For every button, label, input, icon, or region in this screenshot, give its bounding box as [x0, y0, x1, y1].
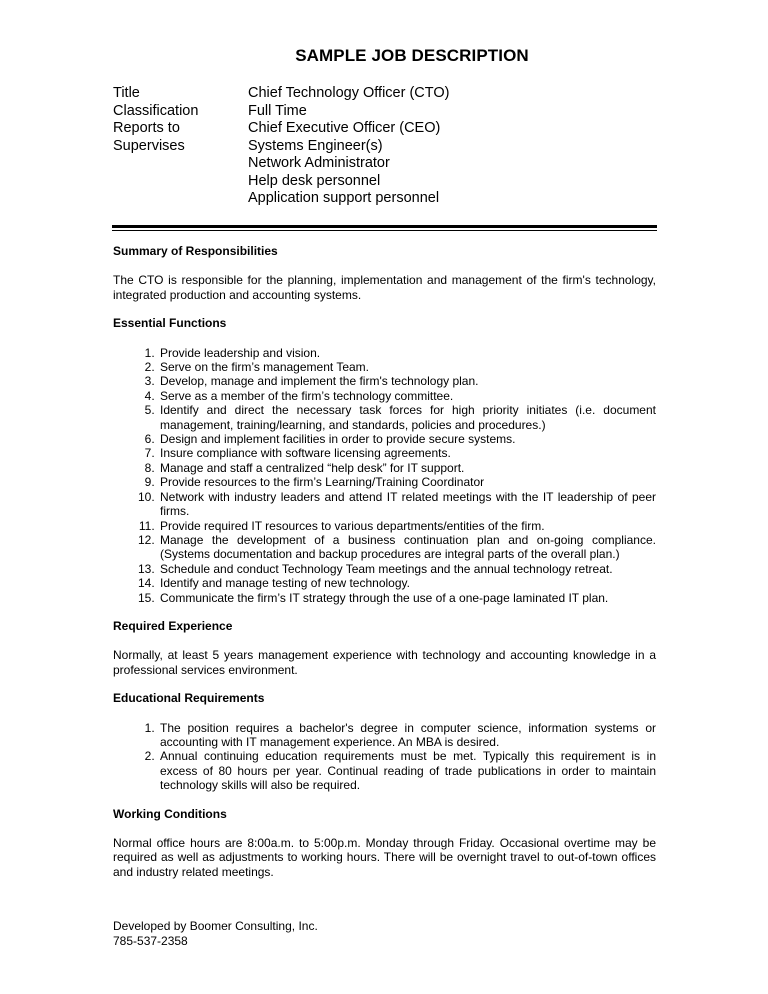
list-item: 13. Schedule and conduct Technology Team meetings and the annual technology retreat.	[158, 562, 656, 576]
list-item: 5. Identify and direct the necessary task forces for high priority initiates (i.e. document management, training/learning, and standards, policies and procedures.)	[158, 403, 656, 432]
section-heading-conditions: Working Conditions	[113, 806, 227, 821]
supervises-item: Network Administrator	[248, 155, 390, 171]
list-item: 9. Provide resources to the firm’s Learning/Training Coordinator	[158, 475, 656, 489]
meta-label: Classification	[113, 102, 199, 119]
section-heading-summary: Summary of Responsibilities	[113, 244, 278, 258]
functions-list	[113, 346, 656, 605]
list-item: 12. Manage the development of a business continuation plan and on-going compliance. (Systems documentation and backup procedures are integral parts of the overall plan.)	[158, 533, 656, 562]
meta-row-title	[113, 85, 449, 103]
list-item: 15. Communicate the firm’s IT strategy through the use of a one-page laminated IT plan.	[158, 591, 656, 605]
meta-row-supervises	[113, 138, 449, 208]
section-heading-education: Educational Requirements	[113, 691, 265, 706]
list-item: 11. Provide required IT resources to various departments/entities of the firm.	[158, 519, 656, 533]
page-title: SAMPLE JOB DESCRIPTION	[295, 46, 529, 65]
footer-company: Developed by Boomer Consulting, Inc.	[113, 919, 318, 933]
conditions-text: Normal office hours are 8:00a.m. to 5:00p.m. Monday through Friday. Occasional overtime may be required as well as adjustments to working hours. There will be overnight travel to out-of-town offices and industry related meetings.	[113, 836, 656, 879]
section-heading-functions: Essential Functions	[113, 316, 227, 331]
experience-text: Normally, at least 5 years management experience with technology and accounting knowledge in a professional services environment.	[113, 648, 656, 677]
list-item: 14. Identify and manage testing of new technology.	[158, 576, 656, 590]
document-body	[113, 244, 656, 893]
list-item: 2. Serve on the firm’s management Team.	[158, 360, 656, 374]
supervises-list	[248, 138, 439, 208]
supervises-item: Systems Engineer(s)	[248, 137, 383, 154]
section-heading-experience: Required Experience	[113, 618, 233, 633]
summary-text: The CTO is responsible for the planning, implementation and management of the firm's technology, integrated production and accounting systems.	[113, 273, 656, 302]
list-item: 8. Manage and staff a centralized “help desk” for IT support.	[158, 461, 656, 475]
list-item: 4. Serve as a member of the firm’s technology committee.	[158, 389, 656, 403]
list-item: 7. Insure compliance with software licensing agreements.	[158, 446, 656, 460]
list-item: 6. Design and implement facilities in order to provide secure systems.	[158, 432, 656, 446]
meta-label: Reports to	[113, 120, 180, 136]
meta-label: Title	[113, 85, 140, 101]
meta-row-classification	[113, 103, 449, 121]
supervises-item: Help desk personnel	[248, 172, 381, 189]
meta-label: Supervises	[113, 137, 185, 154]
list-item: 1. The position requires a bachelor's degree in computer science, information systems or accounting with IT management experience. An MBA is desired.	[158, 721, 656, 750]
meta-value: Chief Technology Officer (CTO)	[248, 85, 450, 101]
list-item: 2. Annual continuing education requirements must be met. Typically this requirement is in excess of 80 hours per year. Continual reading of trade publications in order to maintain technology skills will also be required.	[158, 749, 656, 792]
supervises-item: Application support personnel	[248, 190, 440, 206]
meta-value: Full Time	[248, 102, 307, 119]
meta-value: Chief Executive Officer (CEO)	[248, 120, 441, 136]
divider-thin	[112, 230, 657, 231]
list-item: 10. Network with industry leaders and attend IT related meetings with the IT leadership of peer firms.	[158, 490, 656, 519]
footer	[113, 919, 318, 949]
list-item: 1. Provide leadership and vision.	[158, 346, 656, 360]
education-list	[113, 721, 656, 793]
list-item: 3. Develop, manage and implement the firm's technology plan.	[158, 374, 656, 388]
divider-thick	[112, 225, 657, 228]
job-meta-block	[113, 85, 449, 208]
meta-row-reports-to	[113, 120, 449, 138]
footer-phone: 785-537-2358	[113, 934, 188, 948]
